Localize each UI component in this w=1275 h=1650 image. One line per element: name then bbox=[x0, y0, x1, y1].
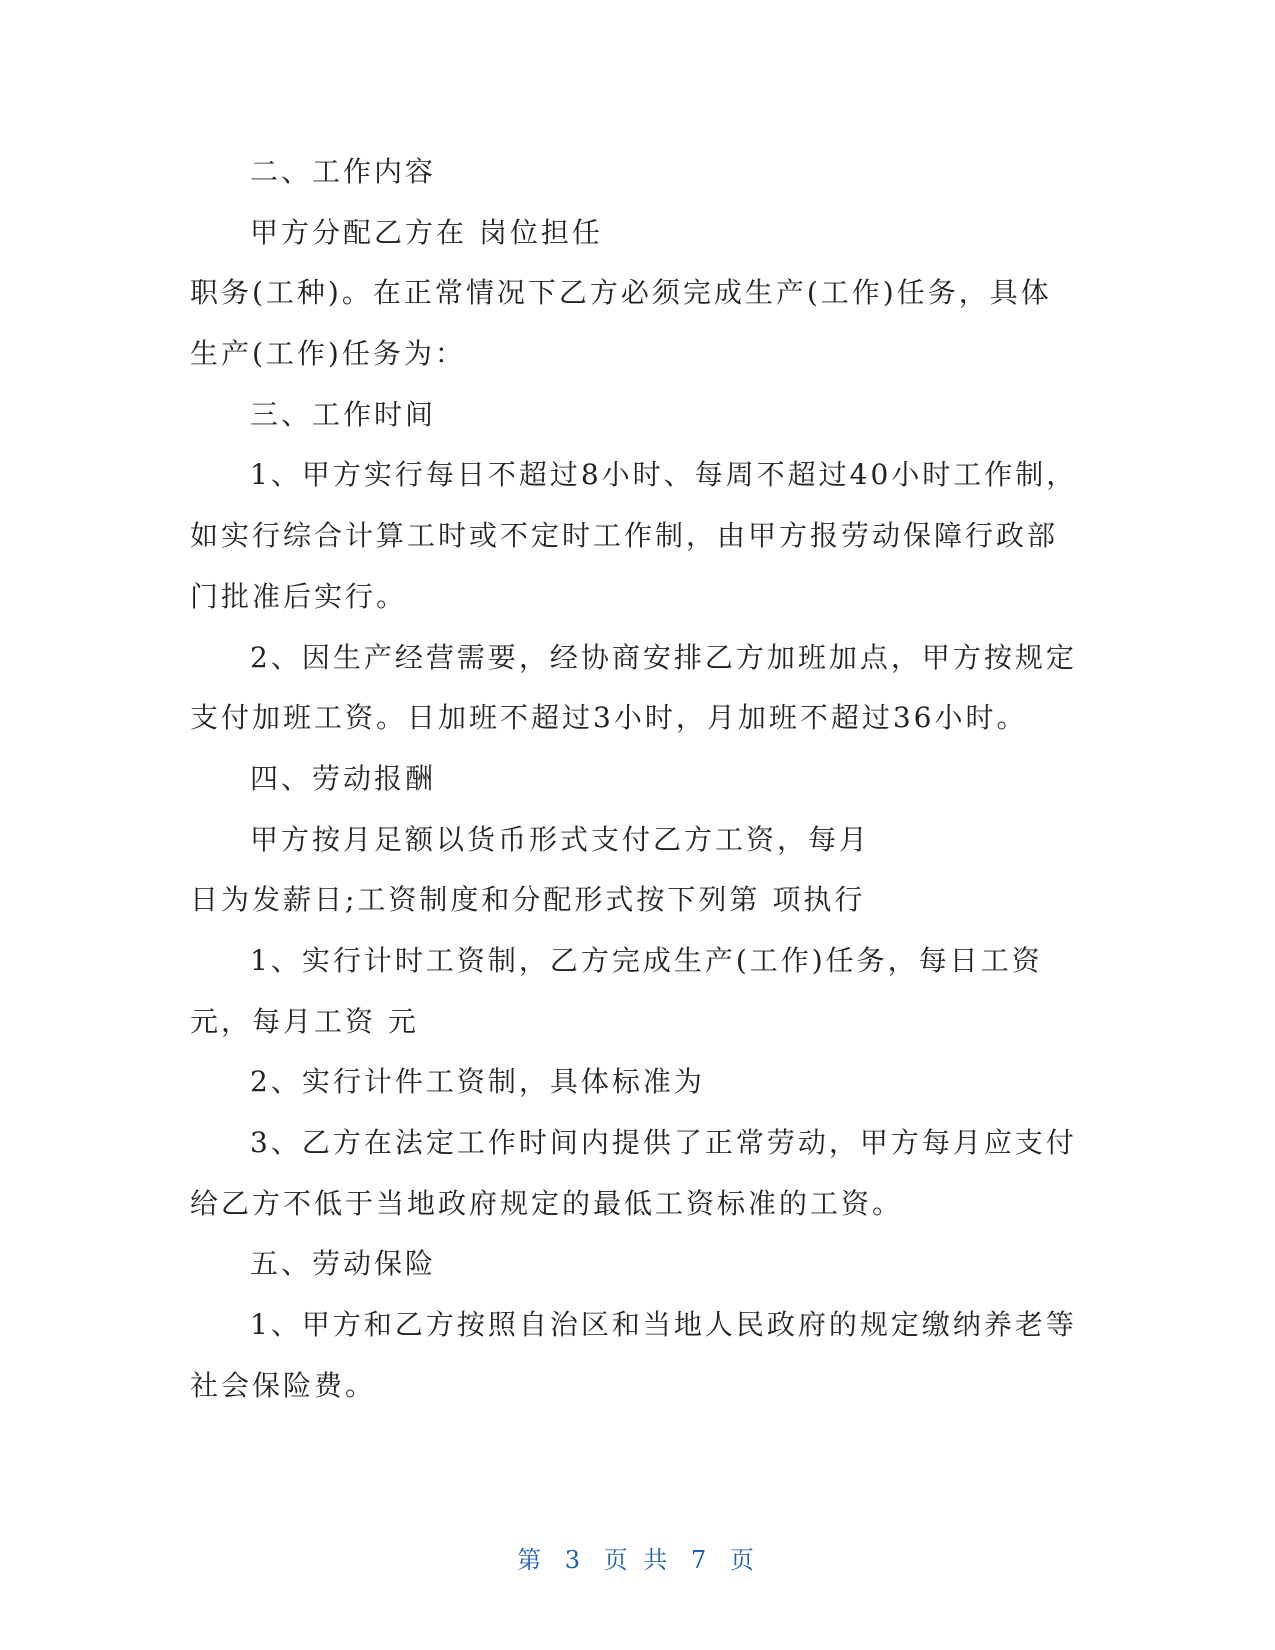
paragraph-line: 社会保险费。 bbox=[190, 1368, 377, 1402]
paragraph-line: 甲方按月足额以货币形式支付乙方工资，每月 bbox=[250, 822, 871, 856]
section-heading-work-content: 二、工作内容 bbox=[250, 155, 437, 188]
section-heading-insurance: 五、劳动保险 bbox=[250, 1247, 437, 1281]
paragraph-line: 3、乙方在法定工作时间内提供了正常劳动，甲方每月应支付 bbox=[250, 1126, 1077, 1159]
paragraph-line: 2、实行计件工资制，具体标准为 bbox=[250, 1065, 705, 1099]
footer-suffix: 页 bbox=[729, 1546, 758, 1574]
paragraph-line: 日为发薪日;工资制度和分配形式按下列第 项执行 bbox=[190, 883, 866, 917]
paragraph-line: 1、甲方实行每日不超过8小时、每周不超过40小时工作制， bbox=[250, 458, 1078, 492]
paragraph-line: 生产(工作)任务为： bbox=[190, 337, 466, 371]
paragraph-line: 甲方分配乙方在 岗位担任 bbox=[250, 215, 603, 249]
paragraph-line: 支付加班工资。日加班不超过3小时，月加班不超过36小时。 bbox=[190, 701, 1028, 735]
footer-prefix: 第 bbox=[517, 1546, 546, 1574]
page-footer bbox=[0, 1540, 1275, 1575]
section-heading-remuneration: 四、劳动报酬 bbox=[250, 761, 437, 795]
paragraph-line: 1、甲方和乙方按照自治区和当地人民政府的规定缴纳养老等 bbox=[250, 1308, 1077, 1342]
paragraph-line: 2、因生产经营需要，经协商安排乙方加班加点，甲方按规定 bbox=[250, 640, 1077, 674]
paragraph-line: 1、实行计时工资制，乙方完成生产(工作)任务，每日工资 bbox=[250, 943, 1043, 977]
footer-middle: 页 共 bbox=[603, 1546, 672, 1574]
footer-current-page: 3 bbox=[564, 1546, 585, 1574]
paragraph-line: 元，每月工资 元 bbox=[190, 1004, 419, 1038]
section-heading-work-hours: 三、工作时间 bbox=[250, 397, 437, 431]
paragraph-line: 给乙方不低于当地政府规定的最低工资标准的工资。 bbox=[190, 1186, 904, 1220]
footer-total-pages: 7 bbox=[690, 1546, 711, 1574]
body-text bbox=[190, 142, 1090, 1416]
paragraph-line: 职务(工种)。在正常情况下乙方必须完成生产(工作)任务，具体 bbox=[190, 276, 1052, 310]
paragraph-line: 门批准后实行。 bbox=[190, 579, 408, 613]
paragraph-line: 如实行综合计算工时或不定时工作制，由甲方报劳动保障行政部 bbox=[190, 519, 1059, 553]
